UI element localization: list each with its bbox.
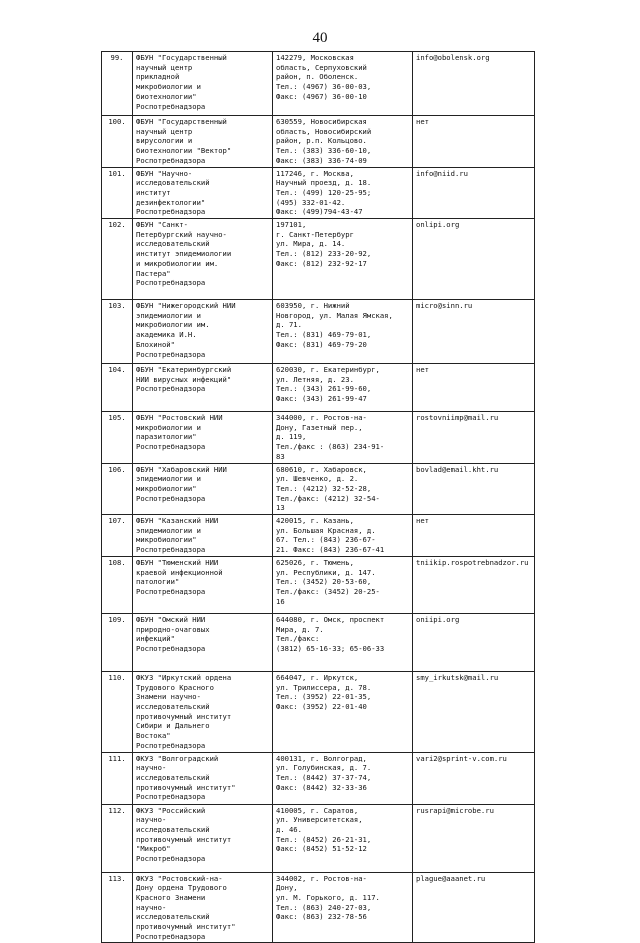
email-cell: smy_irkutsk@mail.ru [413, 671, 535, 752]
row-number: 102. [102, 219, 133, 300]
email-cell: нет [413, 116, 535, 168]
address-contacts: 620030, г. Екатеринбург, ул. Летняя, д. 23. Тел.: (343) 261-99-60, Факс: (343) 261-99-47 [273, 364, 413, 412]
row-number: 104. [102, 364, 133, 412]
email-cell: onlipi.org [413, 219, 535, 300]
address-contacts: 680610, г. Хабаровск, ул. Шевченко, д. 2. Тел.: (4212) 32-52-28, Тел./факс: (4212) 32-54- 13 [273, 463, 413, 515]
table-row [102, 116, 535, 168]
address-contacts: 410005, г. Саратов, ул. Университетская, д. 46. Тел.: (8452) 26-21-31, Факс: (8452) 51-52-12 [273, 804, 413, 872]
organization-name: ФБУН "Омский НИИ природно-очаговых инфекций" Роспотребнадзора [133, 613, 273, 671]
address-contacts: 344002, г. Ростов-на- Дону, ул. М. Горького, д. 117. Тел.: (863) 240-27-03, Факс: (863) 232-78-56 [273, 872, 413, 943]
table-row [102, 364, 535, 412]
email-cell: info@niid.ru [413, 167, 535, 219]
row-number: 99. [102, 52, 133, 116]
address-contacts: 197101, г. Санкт-Петербург ул. Мира, д. 14. Тел.: (812) 233-20-92, Факс: (812) 232-92-17 [273, 219, 413, 300]
table-row [102, 167, 535, 219]
email-cell: tniikip.rospotrebnadzor.ru [413, 556, 535, 613]
row-number: 100. [102, 116, 133, 168]
email-cell: нет [413, 364, 535, 412]
page-number: 40 [312, 30, 328, 46]
row-number: 108. [102, 556, 133, 613]
organization-name: ФКУЗ "Волгоградский научно- исследовательский противочумный институт" Роспотребнадзора [133, 752, 273, 804]
address-contacts: 420015, г. Казань, ул. Большая Красная, д. 67. Тел.: (843) 236-67- 21. Факс: (843) 236-67-41 [273, 515, 413, 557]
table-row [102, 804, 535, 872]
email-cell: bovlad@email.kht.ru [413, 463, 535, 515]
email-cell: нет [413, 515, 535, 557]
table-row [102, 52, 535, 116]
institutes-table [101, 51, 535, 943]
address-contacts: 603950, г. Нижний Новгород, ул. Малая Ямская, д. 71. Тел.: (831) 469-79-01, Факс: (831) 469-79-20 [273, 300, 413, 364]
address-contacts: 142279, Московская область, Серпуховский район, п. Оболенск. Тел.: (4967) 36-00-03, Факс: (4967) 36-00-10 [273, 52, 413, 116]
address-contacts: 630559, Новосибирская область, Новосибирский район, р.п. Кольцово. Тел.: (383) 336-60-10, Факс: (383) 336-74-09 [273, 116, 413, 168]
table-row [102, 463, 535, 515]
table-row [102, 752, 535, 804]
table-row [102, 556, 535, 613]
organization-name: ФБУН "Нижегородский НИИ эпидемиологии и микробиологии им. академика И.Н. Блохиной" Роспотребнадзора [133, 300, 273, 364]
row-number: 105. [102, 412, 133, 464]
address-contacts: 625026, г. Тюмень, ул. Республики, д. 147. Тел.: (3452) 20-53-60, Тел./факс: (3452) 20-25- 16 [273, 556, 413, 613]
address-contacts: 117246, г. Москва, Научный проезд, д. 18. Тел.: (499) 120-25-95; (495) 332-01-42. Факс: (499)794-43-47 [273, 167, 413, 219]
row-number: 107. [102, 515, 133, 557]
row-number: 110. [102, 671, 133, 752]
organization-name: ФКУЗ "Ростовский-на- Дону ордена Трудового Красного Знамени научно- исследовательский противочумный институт" Роспотребнадзора [133, 872, 273, 943]
address-contacts: 664047, г. Иркутск, ул. Трилиссера, д. 78. Тел.: (3952) 22-01-35, Факс: (3952) 22-01-40 [273, 671, 413, 752]
organization-name: ФБУН "Казанский НИИ эпидемиологии и микробиологии" Роспотребнадзора [133, 515, 273, 557]
row-number: 106. [102, 463, 133, 515]
table-row [102, 671, 535, 752]
table-row [102, 300, 535, 364]
table-row [102, 872, 535, 943]
address-contacts: 344000, г. Ростов-на- Дону, Газетный пер., д. 119, Тел./факс : (863) 234-91- 83 [273, 412, 413, 464]
organization-name: ФБУН "Тюменский НИИ краевой инфекционной патологии" Роспотребнадзора [133, 556, 273, 613]
email-cell: oniipi.org [413, 613, 535, 671]
organization-name: ФБУН "Ростовский НИИ микробиологии и паразитологии" Роспотребнадзора [133, 412, 273, 464]
row-number: 111. [102, 752, 133, 804]
organization-name: ФБУН "Екатеринбургский НИИ вирусных инфекций" Роспотребнадзора [133, 364, 273, 412]
email-cell: info@obolensk.org [413, 52, 535, 116]
email-cell: plague@aaanet.ru [413, 872, 535, 943]
email-cell: rusrapi@microbe.ru [413, 804, 535, 872]
table-row [102, 515, 535, 557]
organization-name: ФБУН "Государственный научный центр прикладной микробиологии и биотехнологии" Роспотребнадзора [133, 52, 273, 116]
organization-name: ФБУН "Санкт- Петербургский научно- исследовательский институт эпидемиологии и микробиологии им. Пастера" Роспотребнадзора [133, 219, 273, 300]
organization-name: ФКУЗ "Российский научно- исследовательский противочумный институт "Микроб" Роспотребнадзора [133, 804, 273, 872]
row-number: 109. [102, 613, 133, 671]
table-row [102, 613, 535, 671]
row-number: 103. [102, 300, 133, 364]
address-contacts: 644080, г. Омск, проспект Мира, д. 7. Тел./факс: (3812) 65-16-33; 65-06-33 [273, 613, 413, 671]
organization-name: ФБУН "Хабаровский НИИ эпидемиологии и микробиологии" Роспотребнадзора [133, 463, 273, 515]
organization-name: ФКУЗ "Иркутский ордена Трудового Красного Знамени научно- исследовательский противочумный институт Сибири и Дальнего Востока" Роспотребнадзора [133, 671, 273, 752]
email-cell: rostovniimp@mail.ru [413, 412, 535, 464]
table-row [102, 412, 535, 464]
table-row [102, 219, 535, 300]
email-cell: micro@sinn.ru [413, 300, 535, 364]
row-number: 101. [102, 167, 133, 219]
organization-name: ФБУН "Государственный научный центр вирусологии и биотехнологии "Вектор" Роспотребнадзора [133, 116, 273, 168]
row-number: 112. [102, 804, 133, 872]
organization-name: ФБУН "Научно- исследовательский институт дезинфектологии" Роспотребнадзора [133, 167, 273, 219]
email-cell: vari2@sprint-v.com.ru [413, 752, 535, 804]
address-contacts: 400131, г. Волгоград, ул. Голубинская, д. 7. Тел.: (8442) 37-37-74, Факс: (8442) 32-33-36 [273, 752, 413, 804]
row-number: 113. [102, 872, 133, 943]
